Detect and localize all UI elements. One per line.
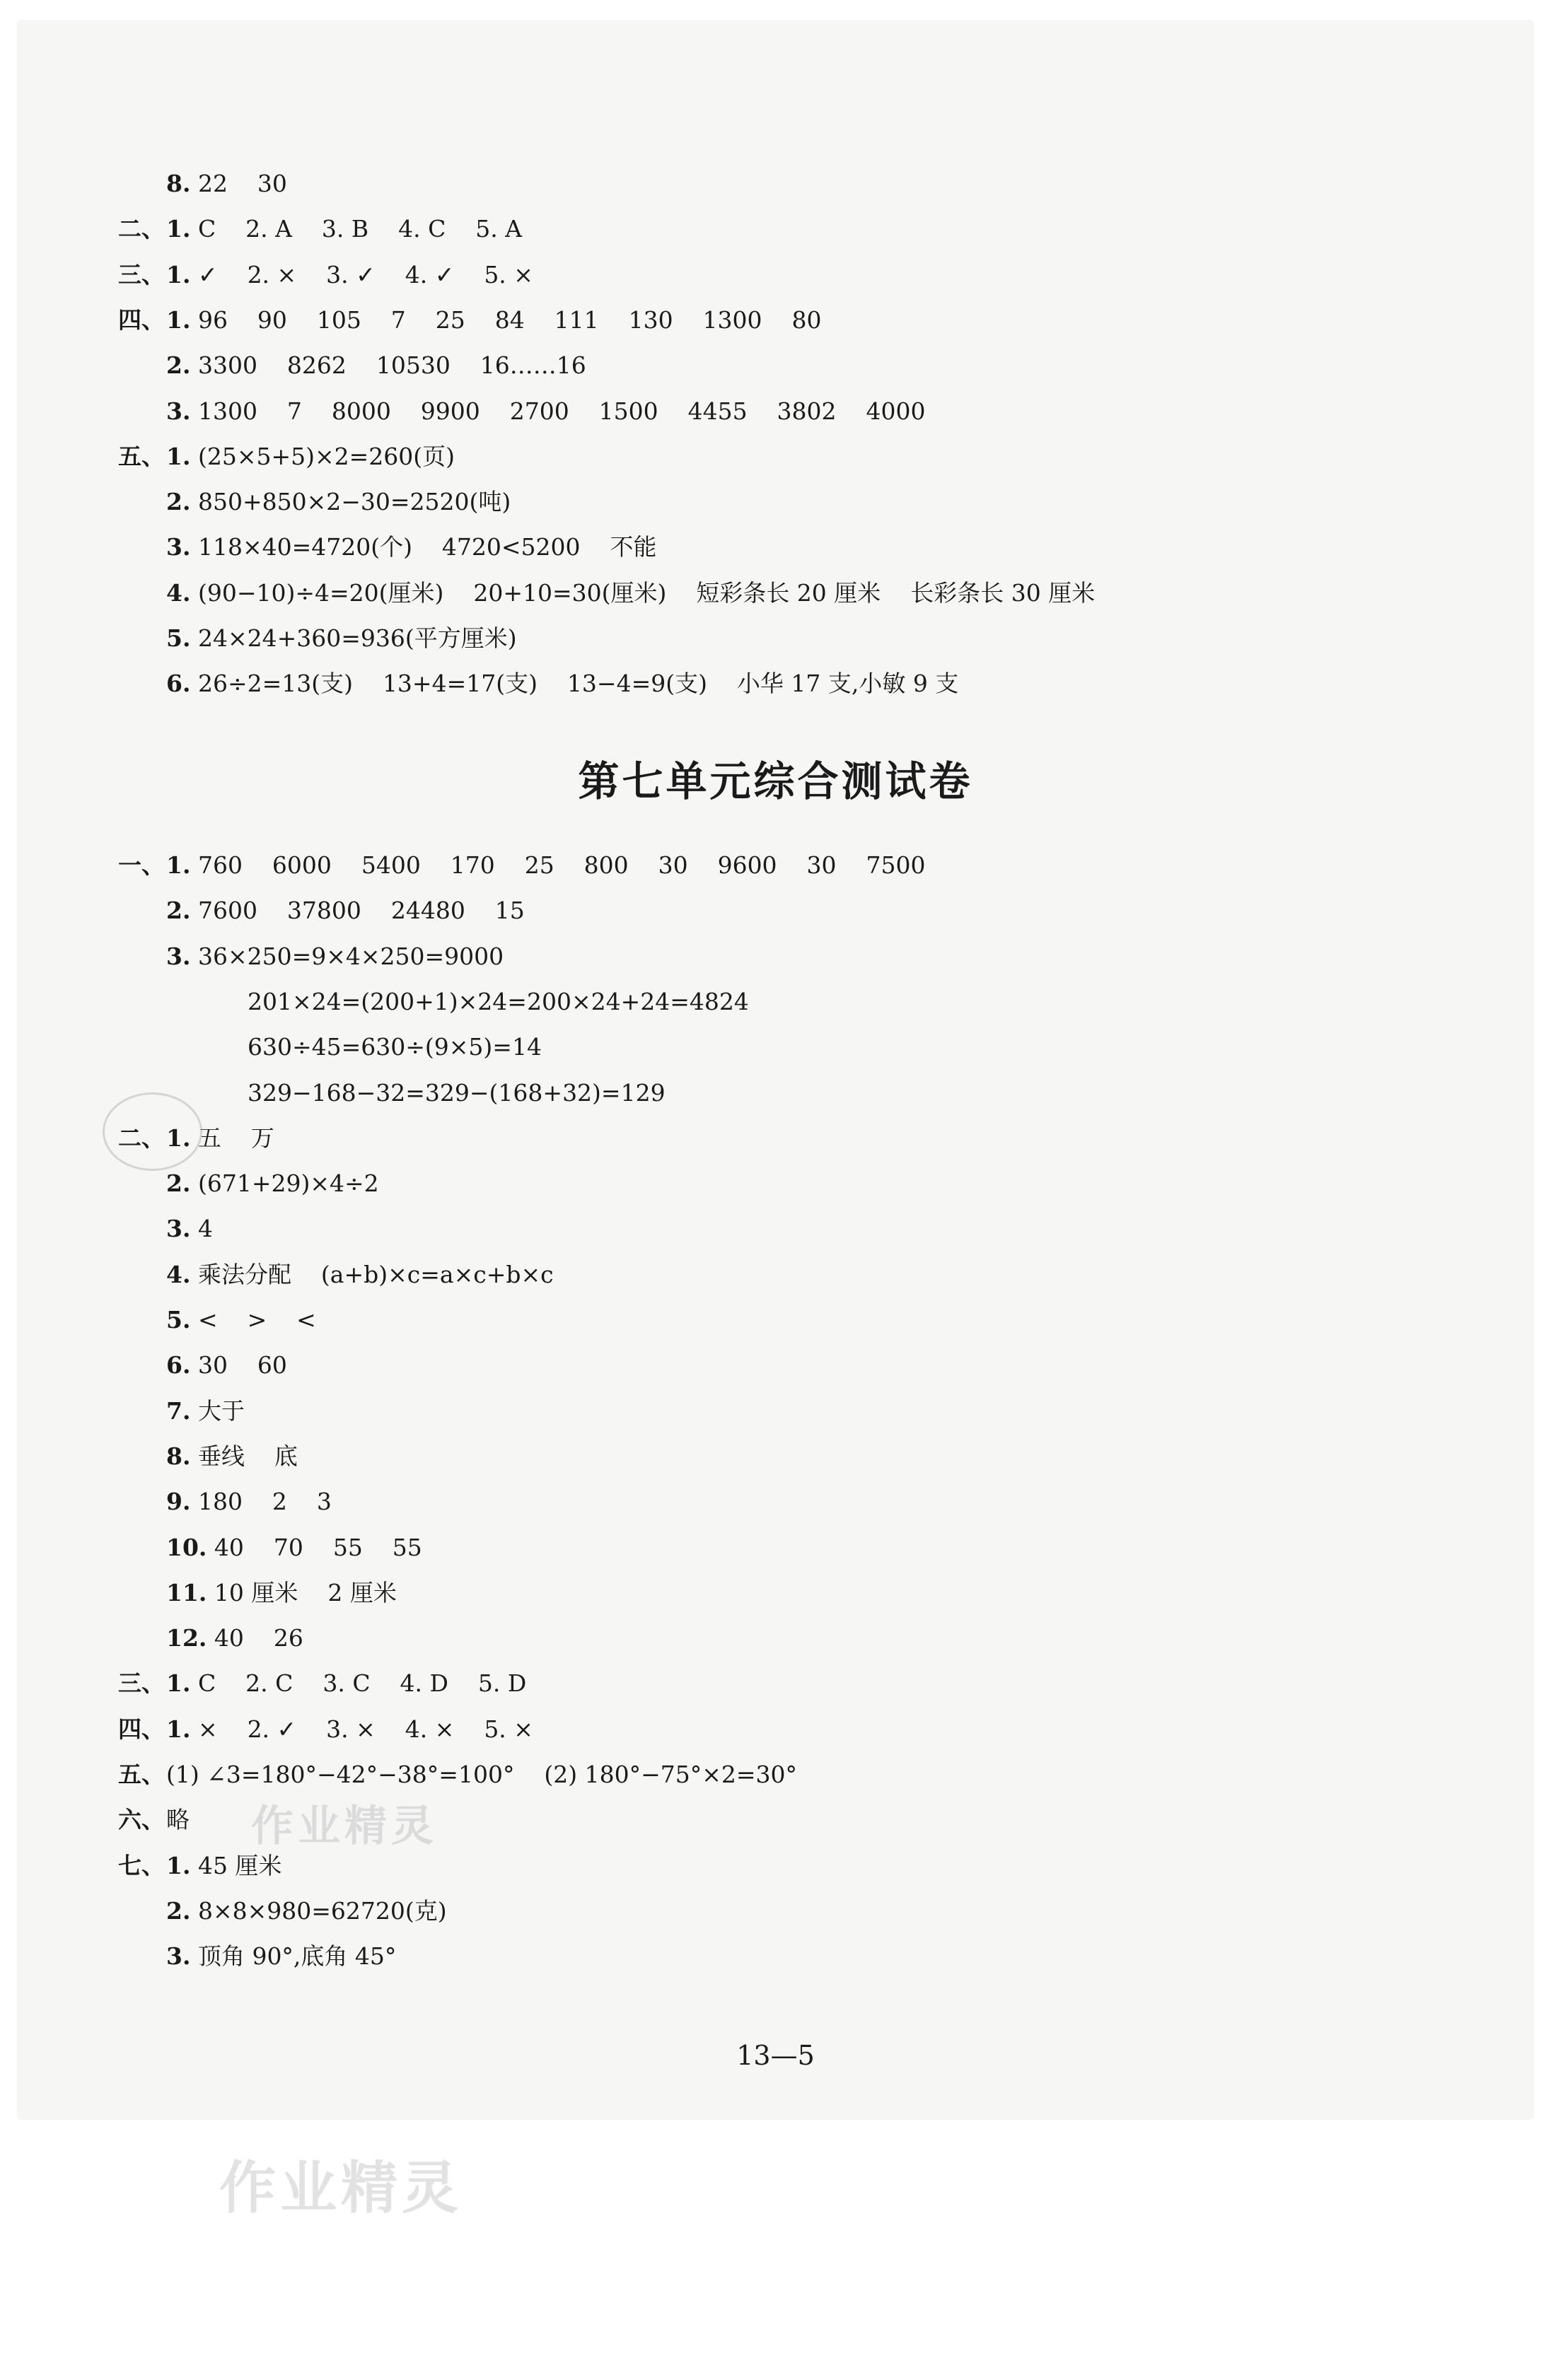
answer-text: 大于 — [197, 1396, 245, 1425]
section-label: 五、 — [118, 1761, 165, 1788]
question-number: 4. — [166, 1260, 191, 1288]
watermark-bottom: 作业精灵 — [219, 2155, 463, 2221]
question-number: 6. — [166, 1351, 191, 1379]
answer-text: 略 — [166, 1806, 190, 1834]
answer-line — [118, 1715, 533, 1744]
answer-line — [166, 1534, 422, 1562]
question-number: 1. — [166, 442, 191, 470]
answer-line — [248, 988, 749, 1016]
question-number: 1. — [166, 851, 191, 879]
answer-text: 96 90 105 7 25 84 111 130 1300 80 — [197, 305, 822, 334]
answer-line — [166, 488, 511, 516]
answer-text: 40 26 — [214, 1624, 303, 1652]
section-label: 三、 — [118, 1669, 165, 1698]
question-number: 2. — [166, 351, 191, 380]
answer-line — [166, 897, 525, 925]
answer-text: 45 厘米 — [197, 1851, 282, 1879]
answer-line — [166, 1442, 298, 1471]
question-number: 11. — [166, 1578, 207, 1606]
question-number: 8. — [166, 170, 191, 197]
answer-line — [166, 1215, 213, 1243]
section-label: 三、 — [118, 260, 165, 288]
paper-scan — [17, 20, 1534, 2120]
question-number: 7. — [166, 1396, 191, 1425]
answer-line — [166, 1261, 554, 1289]
answer-text: 630÷45=630÷(9×5)=14 — [248, 1033, 542, 1061]
answer-line — [166, 1942, 396, 1971]
question-number: 5. — [166, 624, 191, 652]
answer-text: (671+29)×4÷2 — [197, 1169, 379, 1198]
answer-text: 五 万 — [197, 1124, 274, 1152]
answer-line — [118, 851, 926, 880]
section-label: 二、 — [118, 1124, 165, 1152]
answer-text: 26÷2=13(支) 13+4=17(支) 13−4=9(支) 小华 17 支,小敏 9 支 — [197, 670, 959, 698]
answer-line — [166, 624, 517, 653]
question-number: 1. — [166, 305, 191, 334]
answer-text: 7600 37800 24480 15 — [197, 897, 525, 925]
answer-text: 24×24+360=936(平方厘米) — [197, 624, 517, 652]
section-label: 五、 — [118, 442, 165, 470]
answer-text: 8×8×980=62720(克) — [197, 1896, 447, 1925]
answer-line — [166, 1169, 379, 1198]
answer-text: 36×250=9×4×250=9000 — [197, 942, 504, 970]
answer-text: < > < — [197, 1306, 316, 1334]
answer-text: 乘法分配 (a+b)×c=a×c+b×c — [197, 1260, 554, 1288]
question-number: 5. — [166, 1306, 191, 1334]
page-number: 13—5 — [736, 2040, 815, 2071]
answer-line — [118, 1761, 798, 1789]
answer-text: C 2. C 3. C 4. D 5. D — [197, 1669, 527, 1698]
section-title: 第七单元综合测试卷 — [578, 757, 973, 805]
answer-text: 1300 7 8000 9900 2700 1500 4455 3802 4000 — [197, 397, 926, 425]
answer-line — [118, 1851, 282, 1880]
question-number: 12. — [166, 1624, 207, 1652]
answer-line — [166, 170, 287, 198]
answer-text: C 2. A 3. B 4. C 5. A — [197, 215, 523, 243]
answer-text: 22 30 — [197, 170, 287, 197]
answer-text: 329−168−32=329−(168+32)=129 — [248, 1078, 666, 1107]
answer-line — [166, 670, 958, 698]
answer-line — [248, 1033, 542, 1061]
answer-line — [248, 1079, 666, 1107]
question-number: 1. — [166, 1669, 191, 1698]
answer-text: 3300 8262 10530 16……16 — [197, 351, 586, 380]
question-number: 3. — [166, 533, 191, 561]
question-number: 2. — [166, 897, 191, 925]
answer-text: 4 — [197, 1215, 213, 1243]
answer-line — [166, 1897, 447, 1925]
answer-line — [166, 1579, 397, 1607]
watermark-mid: 作业精灵 — [251, 1802, 438, 1851]
answer-line — [118, 442, 455, 471]
answer-line — [118, 260, 533, 289]
answer-line — [118, 305, 822, 334]
answer-line — [118, 1669, 527, 1698]
question-number: 8. — [166, 1442, 191, 1470]
section-label: 四、 — [118, 1715, 165, 1743]
question-number: 1. — [166, 260, 191, 288]
answer-text: 30 60 — [197, 1351, 287, 1379]
question-number: 10. — [166, 1533, 207, 1561]
answer-text: × 2. ✓ 3. × 4. × 5. × — [197, 1715, 533, 1743]
answer-text: ✓ 2. × 3. ✓ 4. ✓ 5. × — [197, 260, 533, 288]
answer-text: 118×40=4720(个) 4720<5200 不能 — [197, 533, 657, 561]
question-number: 6. — [166, 670, 191, 698]
answer-line — [166, 1488, 332, 1516]
answer-line — [166, 579, 1095, 607]
question-number: 9. — [166, 1488, 191, 1516]
section-label: 四、 — [118, 305, 165, 334]
answer-text: (90−10)÷4=20(厘米) 20+10=30(厘米) 短彩条长 20 厘米 长彩条长 30 厘米 — [197, 578, 1096, 607]
answer-line — [166, 1351, 287, 1379]
section-label: 二、 — [118, 215, 165, 243]
answer-line — [166, 1397, 245, 1425]
question-number: 3. — [166, 397, 191, 425]
question-number: 2. — [166, 1896, 191, 1925]
answer-line — [166, 1624, 303, 1652]
question-number: 3. — [166, 942, 191, 970]
answer-line — [118, 1806, 190, 1834]
question-number: 4. — [166, 578, 191, 607]
section-label: 七、 — [118, 1851, 165, 1879]
question-number: 2. — [166, 1169, 191, 1198]
question-number: 3. — [166, 1215, 191, 1243]
answer-line — [166, 533, 657, 561]
watermark-stamp — [103, 1092, 202, 1171]
answer-line — [166, 1306, 316, 1334]
answer-text: 180 2 3 — [197, 1488, 332, 1516]
question-number: 1. — [166, 1124, 191, 1152]
question-number: 3. — [166, 1942, 191, 1971]
answer-text: 40 70 55 55 — [214, 1533, 422, 1561]
section-label: 一、 — [118, 851, 165, 879]
answer-line — [166, 397, 925, 426]
answer-text: 850+850×2−30=2520(吨) — [197, 488, 511, 516]
question-number: 1. — [166, 215, 191, 243]
answer-text: 760 6000 5400 170 25 800 30 9600 30 7500 — [197, 851, 926, 879]
answer-line — [166, 943, 504, 971]
answer-text: 顶角 90°,底角 45° — [197, 1942, 397, 1971]
answer-line — [166, 351, 586, 380]
section-label: 六、 — [118, 1806, 165, 1834]
answer-text: 10 厘米 2 厘米 — [214, 1578, 397, 1606]
question-number: 1. — [166, 1851, 191, 1879]
question-number: 2. — [166, 488, 191, 516]
answer-text: 垂线 底 — [197, 1442, 298, 1470]
answer-text: 201×24=(200+1)×24=200×24+24=4824 — [248, 987, 749, 1015]
answer-text: (1) ∠3=180°−42°−38°=100° (2) 180°−75°×2=30° — [166, 1761, 798, 1788]
question-number: 1. — [166, 1715, 191, 1743]
answer-text: (25×5+5)×2=260(页) — [197, 442, 455, 470]
answer-line — [118, 215, 523, 243]
